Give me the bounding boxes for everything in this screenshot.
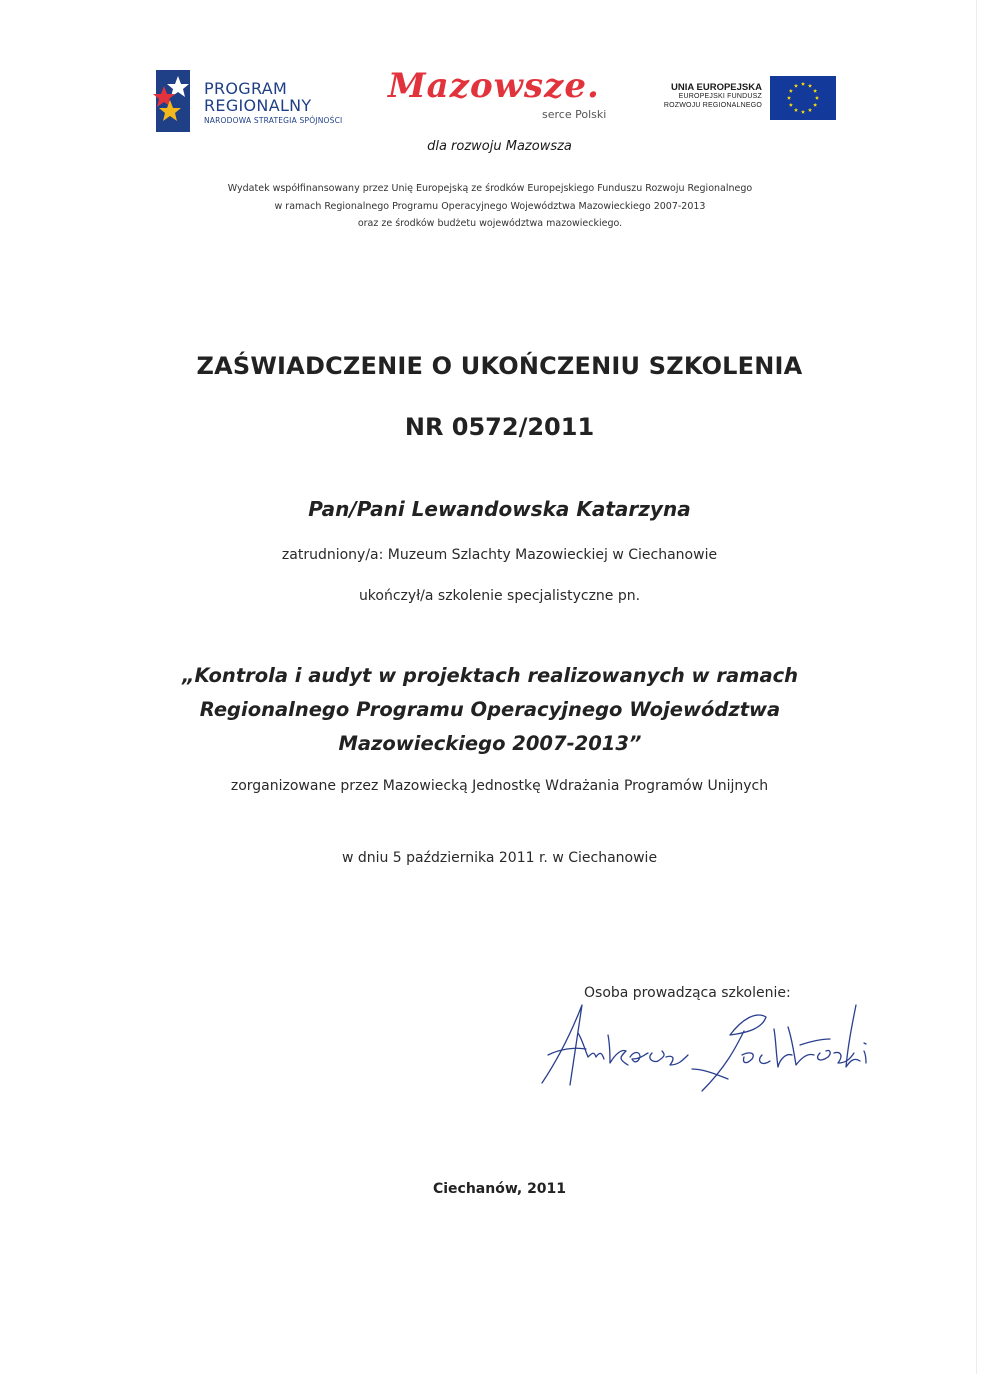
certificate-number: NR 0572/2011 <box>404 413 595 441</box>
eu-star-icon <box>808 84 812 88</box>
completed-line: ukończył/a szkolenie specjalistyczne pn. <box>358 588 641 604</box>
eu-star-icon <box>789 89 793 93</box>
course-title-line: Regionalnego Programu Operacyjnego Województwa <box>199 698 781 721</box>
date-line: w dniu 5 października 2011 r. w Ciechanowie <box>341 850 658 866</box>
place-and-year: Ciechanów, 2011 <box>432 1181 567 1197</box>
program-regionalny-star-icon <box>148 68 200 132</box>
course-title-line: Mazowieckiego 2007-2013” <box>338 732 642 755</box>
eu-star-icon <box>813 89 817 93</box>
program-regionalny-logo <box>148 68 368 134</box>
signature-label: Osoba prowadząca szkolenie: <box>584 985 791 1001</box>
eu-star-icon <box>815 96 819 100</box>
eu-stars-icon <box>770 76 836 120</box>
recipient-name: Pan/Pani Lewandowska Katarzyna <box>308 497 691 521</box>
eu-logo-line2: EUROPEJSKI FUNDUSZ <box>678 93 762 100</box>
eu-logo-line3: ROZWOJU REGIONALNEGO <box>663 101 762 109</box>
course-title-line: „Kontrola i audyt w projektach realizowanych w ramach <box>181 664 799 687</box>
mazowsze-wordmark: Mazowsze. <box>388 66 600 106</box>
motto: dla rozwoju Mazowsza <box>427 139 572 154</box>
mazowsze-logo <box>388 66 618 128</box>
eu-logo <box>640 76 840 124</box>
course-title <box>170 659 810 761</box>
eu-flag-icon <box>770 76 836 120</box>
eu-star-icon <box>801 110 805 114</box>
eu-star-icon <box>787 96 791 100</box>
handwritten-signature <box>530 995 870 1095</box>
cofinancing-line: Wydatek współfinansowany przez Unię Europejską ze środków Europejskiego Funduszu Rozwoju Regionalnego <box>227 183 753 194</box>
eu-star-icon <box>789 103 793 107</box>
cofinancing-note <box>150 180 830 233</box>
mazowsze-tagline: serce Polski <box>542 108 607 121</box>
eu-star-icon <box>801 82 805 86</box>
employment-line: zatrudniony/a: Muzeum Szlachty Mazowieckiej w Ciechanowie <box>281 547 718 563</box>
eu-star-icon <box>794 108 798 112</box>
scan-edge <box>976 0 977 1374</box>
cofinancing-line: w ramach Regionalnego Programu Operacyjnego Województwa Mazowieckiego 2007-2013 <box>274 200 706 212</box>
program-logo-line1: PROGRAM <box>204 79 288 98</box>
certificate-title: ZAŚWIADCZENIE O UKOŃCZENIU SZKOLENIA <box>196 352 803 380</box>
organizer-line: zorganizowane przez Mazowiecką Jednostkę Wdrażania Programów Unijnych <box>230 778 769 794</box>
eu-logo-line1: UNIA EUROPEJSKA <box>671 82 762 93</box>
eu-star-icon <box>813 103 817 107</box>
eu-star-icon <box>794 84 798 88</box>
eu-star-icon <box>808 108 812 112</box>
cofinancing-line: oraz ze środków budżetu województwa mazowieckiego. <box>357 218 623 229</box>
program-logo-line2: REGIONALNY <box>204 96 312 115</box>
program-logo-line3: NARODOWA STRATEGIA SPÓJNOŚCI <box>204 116 343 125</box>
